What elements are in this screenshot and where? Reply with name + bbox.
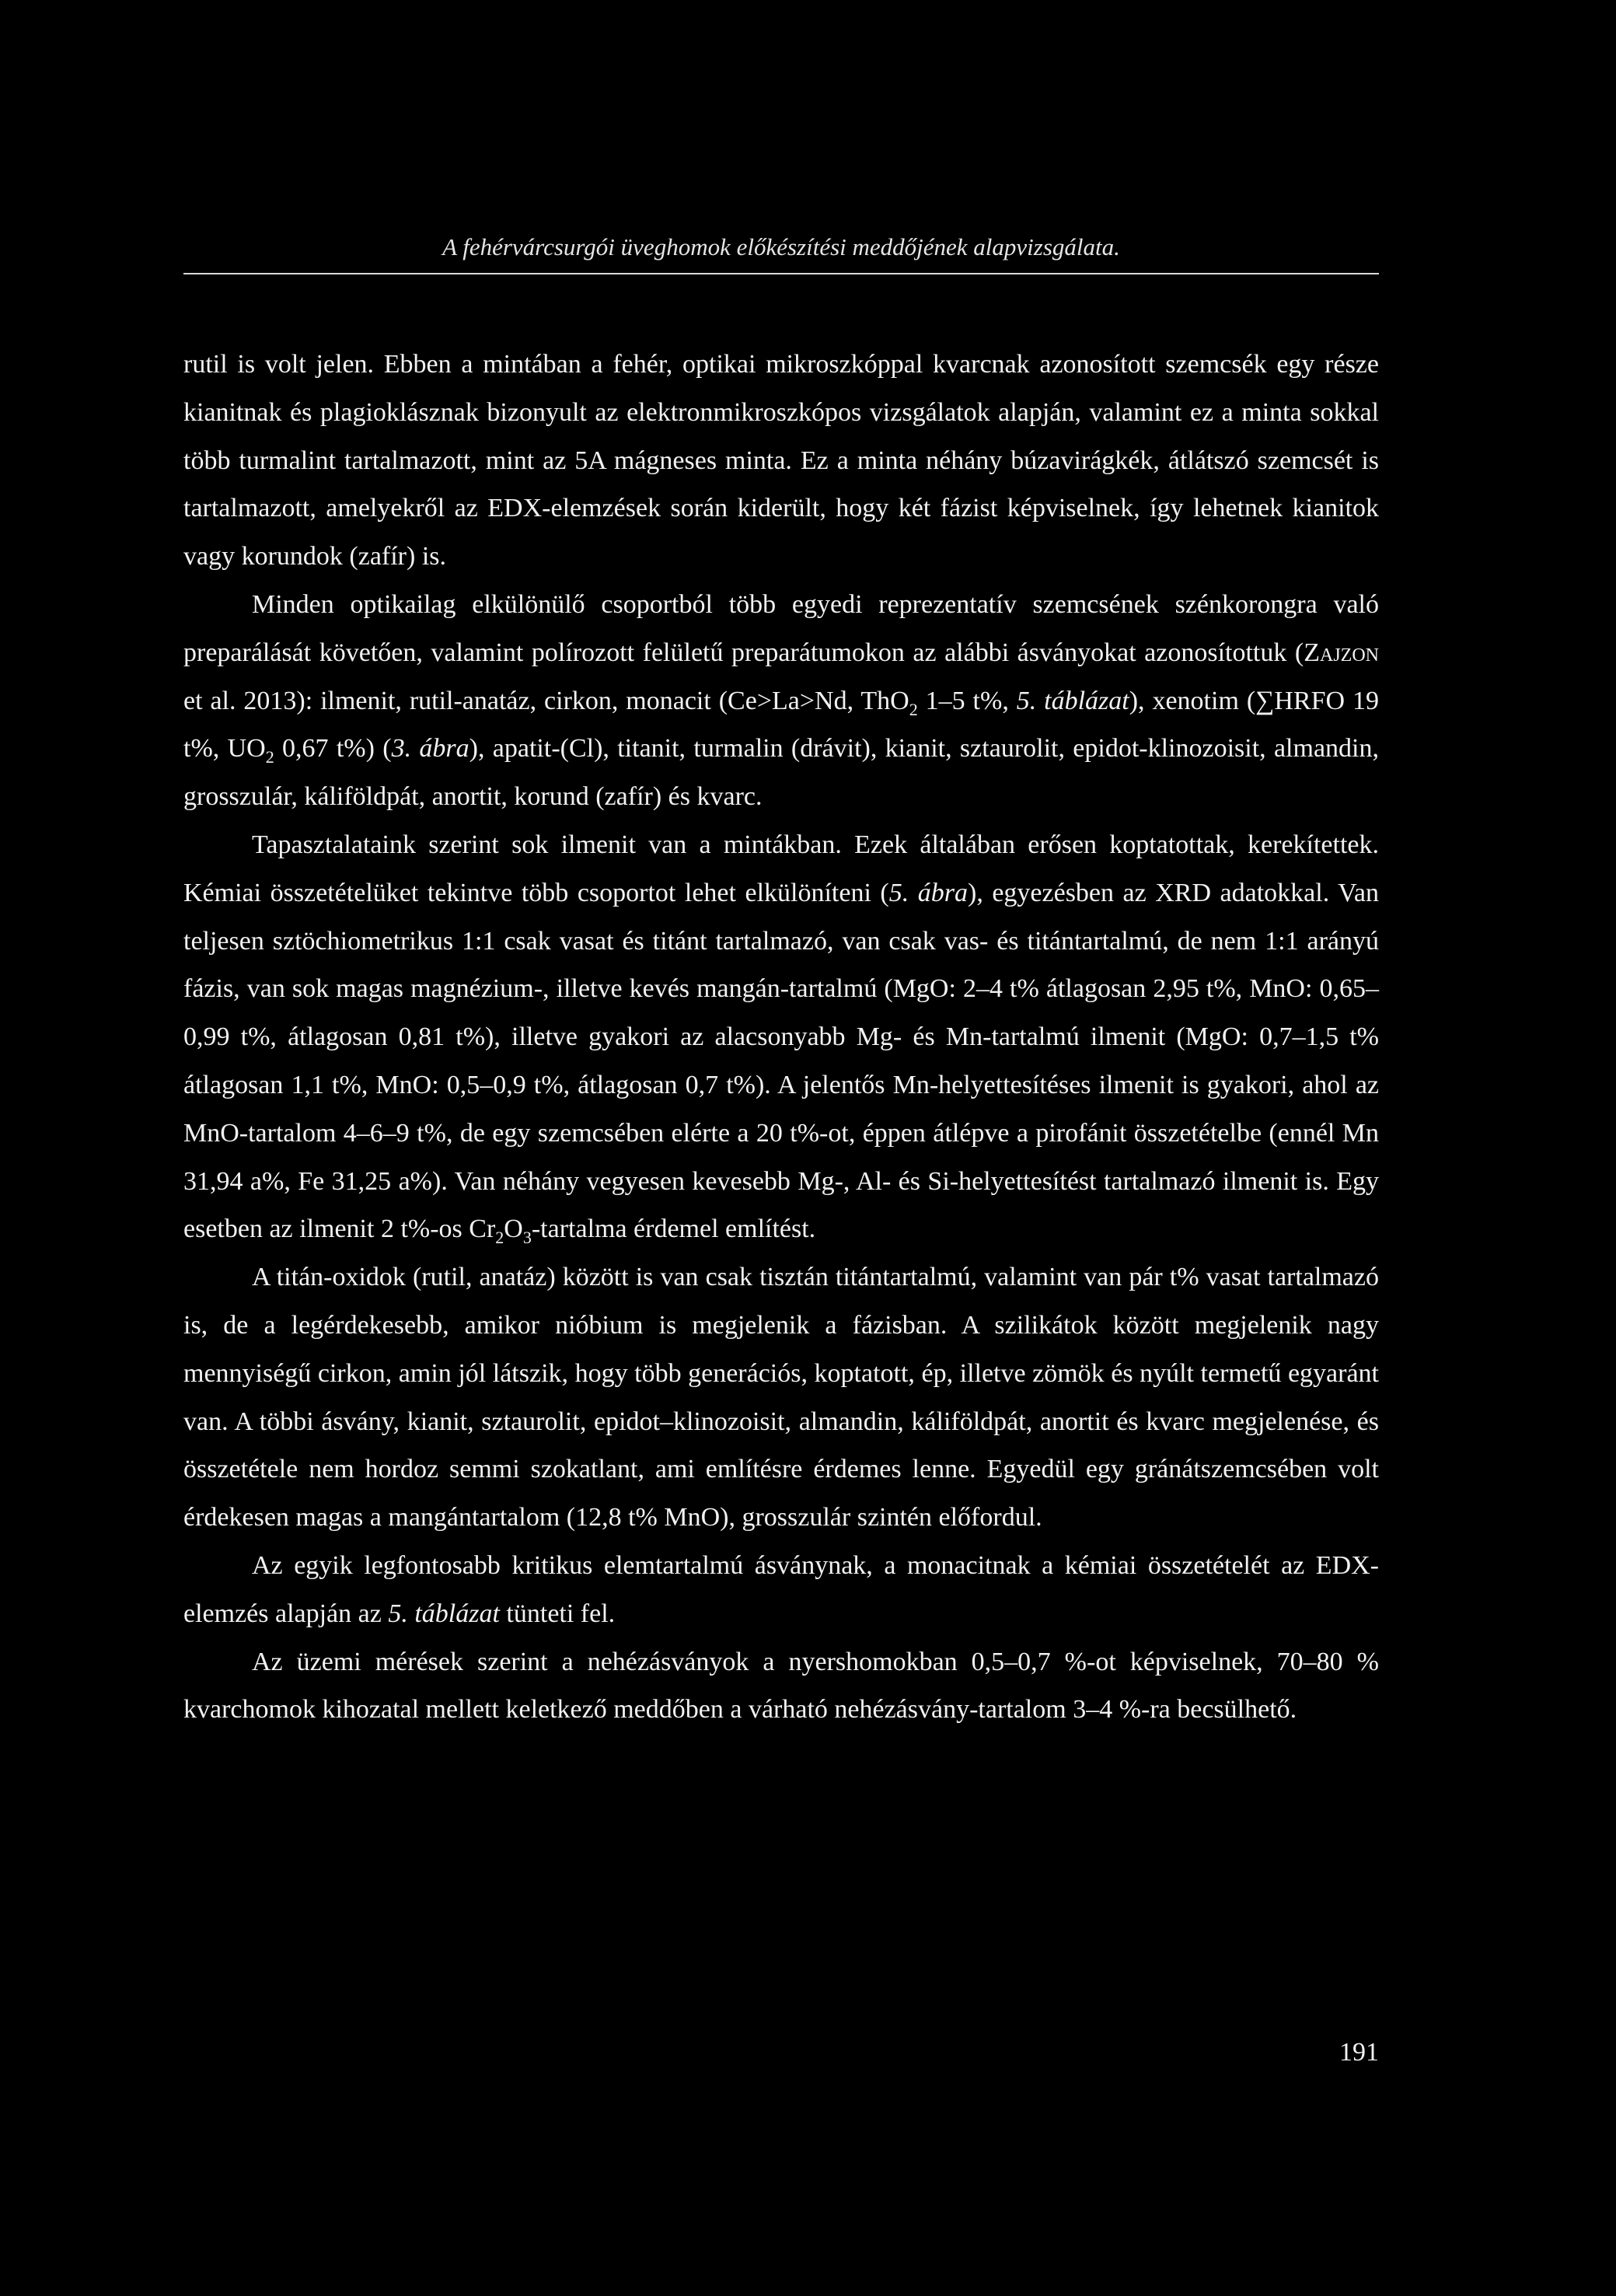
figure-reference: 5. ábra — [888, 878, 968, 907]
p3-text-2: ), egyezésben az XRD adatokkal. Van teljesen sztöchiometrikus 1:1 csak vasat és titánt tartalmazó, van csak vas- és titántartalmú, de nem 1:1 arányú fázis, van sok magas magnézium-, illetve kevés mangán-tartalmú (MgO: 2–4 t% átlagosan 2,95 t%, MnO: 0,65–0,99 t%, átlagosan 0,81 t%), illetve gyakori az alacsonyabb Mg- és Mn-tartalmú ilmenit (MgO: 0,7–1,5 t% átlagosan 1,1 t%, MnO: 0,5–0,9 t%, átlagosan 0,7 t%). A jelentős Mn-helyettesítéses ilmenit is gyakori, ahol az MnO-tartalom 4–6–9 t%, de egy szemcsében elérte a 20 t%-ot, éppen átlépve a pirofánit összetételbe (ennél Mn 31,94 a%, Fe 31,25 a%). Van néhány vegyesen kevesebb Mg-, Al- és Si-helyettesítést tartalmazó ilmenit is. Egy esetben az ilmenit 2 t%-os Cr — [183, 878, 1380, 1244]
paragraph-4: A titán-oxidok (rutil, anatáz) között is van csak tisztán titántartalmú, valamint van pár t% vasat tartalmazó is, de a legérdekesebb, amikor nióbium is megjelenik a fázisban. A szilikátok között megjelenik nagy mennyiségű cirkon, amin jól látszik, hogy több generációs, koptatott, ép, illetve zömök és nyúlt termetű egyaránt van. A többi ásvány, kianit, sztaurolit, epidot–klinozoisit, almandin, káliföldpát, anortit és kvarc megjelenése, és összetétele nem hordoz semmi szokatlant, ami említésre érdemes lenne. Egyedül egy gránátszemcsében volt érdekesen magas a mangántartalom (12,8 t% MnO), grosszulár szintén előfordul. — [183, 1263, 1379, 1532]
author-citation: Zajzon — [1304, 638, 1379, 667]
paragraph-5 — [183, 1542, 1379, 1638]
p5-text-2: tünteti fel. — [499, 1599, 616, 1628]
p2-text-1: Minden optikailag elkülönülő csoportból több egyedi reprezentatív szemcsének szénkorongra való preparálását követően, valamint polírozott felületű preparátumokon az alábbi ásványokat azonosítottuk ( — [183, 589, 1379, 667]
subscript: 2 — [909, 699, 918, 719]
p2-text-6: ), apatit-(Cl), titanit, turmalin (drávit), kianit, sztaurolit, epidot-klinozoisit, almandin, grosszulár, káliföldpát, anortit, korund (zafír) és kvarc. — [183, 734, 1379, 812]
header-rule — [183, 273, 1379, 274]
paragraph-2 — [183, 581, 1379, 821]
subscript: 2 — [265, 747, 274, 767]
article-body — [183, 341, 1379, 1734]
p3-text-3: O — [504, 1214, 523, 1244]
subscript: 2 — [495, 1228, 504, 1248]
page-number: 191 — [1339, 2038, 1379, 2067]
p2-text-2: et al. 2013): ilmenit, rutil-anatáz, cirkon, monacit (Ce>La>Nd, ThO — [183, 686, 909, 715]
p5-text-1: Az egyik legfontosabb kritikus elemtartalmú ásványnak, a monacitnak a kémiai összetételét az EDX-elemzés alapján az — [183, 1550, 1379, 1628]
p2-text-5: 0,67 t%) ( — [274, 734, 392, 764]
figure-reference: 3. ábra — [391, 734, 469, 764]
table-reference: 5. táblázat — [388, 1599, 500, 1628]
p3-text-4: -tartalma érdemel említést. — [531, 1214, 816, 1244]
subscript: 3 — [522, 1228, 532, 1248]
paragraph-1: rutil is volt jelen. Ebben a mintában a fehér, optikai mikroszkóppal kvarcnak azonosított szemcsék egy része kianitnak és plagioklásznak bizonyult az elektronmikroszkópos vizsgálatok alapján, valamint ez a minta sokkal több turmalint tartalmazott, mint az 5A mágneses minta. Ez a minta néhány búzavirágkék, átlátszó szemcsét is tartalmazott, amelyekről az EDX-elemzések során kiderült, hogy két fázist képviselnek, így lehetnek kianitok vagy korundok (zafír) is. — [183, 350, 1379, 571]
p2-text-4: ), xenotim (∑HRFO 19 t%, UO — [183, 686, 1379, 764]
paragraph-6: Az üzemi mérések szerint a nehézásványok a nyershomokban 0,5–0,7 %-ot képviselnek, 70–80 % kvarchomok kihozatal mellett keletkező meddőben a várható nehézásvány-tartalom 3–4 %-ra becsülhető. — [183, 1647, 1379, 1725]
paragraph-3 — [183, 821, 1379, 1253]
p3-text-1: Tapasztalataink szerint sok ilmenit van a mintákban. Ezek általában erősen koptatottak, kerekítettek. Kémiai összetételüket tekintve több csoportot lehet elkülöníteni ( — [183, 830, 1379, 907]
p2-text-3: 1–5 t%, — [917, 686, 1017, 715]
running-header: A fehérvárcsurgói üveghomok előkészítési meddőjének alapvizsgálata. — [442, 233, 1120, 260]
table-reference: 5. táblázat — [1016, 686, 1129, 715]
